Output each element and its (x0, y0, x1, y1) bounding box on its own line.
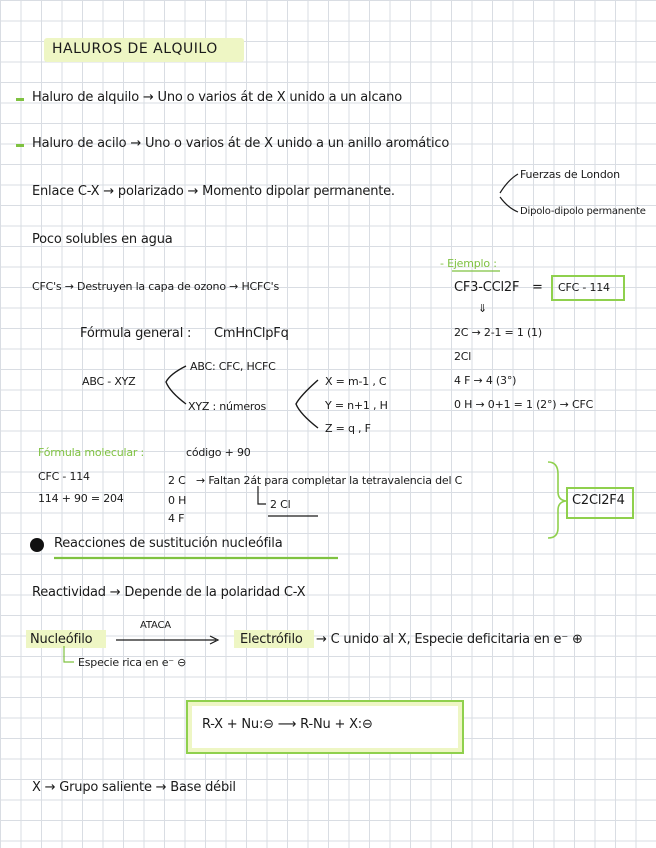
arrow-to-cl (258, 486, 266, 504)
ejemplo-l4: 0 H → 0+1 = 1 (2°) → CFC (454, 398, 594, 411)
branch-arrow-up (500, 174, 518, 193)
ataca-label: ATACA (140, 620, 171, 631)
abc-xyz: ABC - XYZ (82, 375, 136, 388)
reaction-equation: R-X + Nu:⊖ ⟶ R-Nu + X:⊖ (202, 717, 373, 732)
brace-molecular (548, 462, 566, 538)
cfc-line: CFC's → Destruyen la capa de ozono → HCFC's (32, 280, 279, 293)
molecular-label: Fórmula molecular : (38, 446, 144, 459)
ejemplo-equals: = (532, 280, 543, 295)
ejemplo-l1: 2C → 2-1 = 1 (1) (454, 326, 542, 339)
molecular-rule: código + 90 (186, 446, 251, 459)
section-title: Reacciones de sustitución nucleófila (54, 536, 283, 551)
poco-solubles: Poco solubles en agua (32, 232, 173, 247)
grupo-saliente: X → Grupo saliente → Base débil (32, 780, 236, 795)
ejemplo-name: CFC - 114 (558, 281, 610, 294)
ejemplo-l2: 2Cl (454, 350, 472, 363)
abc-desc: ABC: CFC, HCFC (190, 360, 276, 373)
enlace-branch-london: Fuerzas de London (520, 168, 620, 181)
rica-arrow (64, 646, 74, 662)
molecular-sum: 114 + 90 = 204 (38, 492, 124, 505)
brace-abc (166, 366, 186, 404)
molecular-cfc: CFC - 114 (38, 470, 90, 483)
ejemplo-arrow: ⇓ (478, 302, 488, 315)
molecular-h: 0 H (168, 494, 187, 507)
especie-rica: Especie rica en e⁻ ⊖ (78, 656, 187, 669)
molecular-result: C2Cl2F4 (572, 493, 625, 508)
enlace-text: Enlace C-X → polarizado → Momento dipolar permanente. (32, 184, 395, 199)
xyz-desc: XYZ : números (188, 400, 267, 413)
electrofilo-desc: → C unido al X, Especie deficitaria en e⁻ ⊕ (316, 632, 583, 647)
brace-xyz (296, 380, 318, 428)
var-q: Z = q , F (325, 422, 371, 435)
formula-prefix: Fórmula general : (80, 326, 192, 341)
ejemplo-l3: 4 F → 4 (3°) (454, 374, 517, 387)
nucleofilo-label: Nucleófilo (30, 632, 93, 647)
molecular-faltan: → Faltan 2át para completar la tetravalencia del C (196, 474, 463, 487)
electrofilo-label: Electrófilo (240, 632, 303, 647)
page-title: HALUROS DE ALQUILO (52, 41, 218, 57)
enlace-branch-dipolo: Dipolo-dipolo permanente (520, 206, 646, 217)
def-alquilo: Haluro de alquilo → Uno o varios át de X unido a un alcano (32, 90, 402, 105)
ejemplo-formula: CF3-CCl2F (454, 280, 520, 295)
var-m: X = m-1 , C (325, 375, 387, 388)
reactividad: Reactividad → Depende de la polaridad C-X (32, 585, 306, 600)
formula-expr: CmHnClpFq (214, 326, 289, 341)
branch-arrow-down (500, 197, 518, 212)
ejemplo-label: - Ejemplo : (440, 257, 497, 270)
molecular-cl: 2 Cl (270, 498, 291, 511)
molecular-f: 4 F (168, 512, 185, 525)
molecular-c: 2 C (168, 474, 186, 487)
var-n: Y = n+1 , H (325, 399, 388, 412)
def-acilo: Haluro de acilo → Uno o varios át de X unido a un anillo aromático (32, 136, 450, 151)
